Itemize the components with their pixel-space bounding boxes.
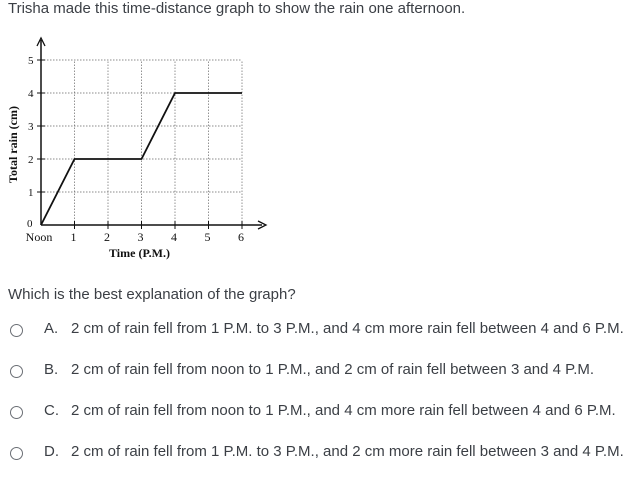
x-tick-label-2: 2 [104,230,110,244]
option-b-letter: B. [44,361,59,378]
x-tick-label-4: 4 [171,230,177,244]
prompt-text: Which is the best explanation of the graph? [8,286,296,303]
option-b-text: 2 cm of rain fell from noon to 1 P.M., and 2 cm of rain fell between 3 and 4 P.M. [71,361,595,378]
question-text: Trisha made this time-distance graph to show the rain one afternoon. [8,0,466,17]
x-tick-label-5: 5 [204,230,211,244]
option-c-text: 2 cm of rain fell from noon to 1 P.M., and 4 cm more rain fell between 4 and 6 P.M. [71,402,616,419]
x-axis-label: Time (P.M.) [109,246,170,260]
option-d-letter: D. [44,443,59,460]
radio-option-a[interactable] [10,324,23,337]
x-tick-label-noon: Noon [25,230,53,244]
option-c-letter: C. [44,402,59,419]
rain-graph [0,30,290,270]
y-axis-label: Total rain (cm) [6,106,20,183]
option-a[interactable] [10,320,630,342]
radio-option-b[interactable] [10,365,23,378]
radio-option-c[interactable] [10,406,23,419]
y-tick-label-4: 4 [28,88,34,100]
y-tick-label-1: 1 [28,187,34,199]
radio-option-d[interactable] [10,447,23,460]
option-b[interactable] [10,361,630,383]
x-tick-label-1: 1 [70,230,77,244]
y-tick-label-3: 3 [28,121,34,133]
y-tick-label-0: 0 [27,218,33,230]
y-tick-label-5: 5 [28,55,34,67]
option-d[interactable] [10,443,630,465]
option-c[interactable] [10,402,630,424]
option-d-text: 2 cm of rain fell from 1 P.M. to 3 P.M., and 2 cm more rain fell between 3 and 4 P.M. [71,443,624,460]
option-a-text: 2 cm of rain fell from 1 P.M. to 3 P.M., and 4 cm more rain fell between 4 and 6 P.M. [71,320,624,337]
y-tick-label-2: 2 [28,154,34,166]
option-a-letter: A. [44,320,59,337]
x-tick-label-6: 6 [238,230,244,244]
x-tick-label-3: 3 [137,230,144,244]
